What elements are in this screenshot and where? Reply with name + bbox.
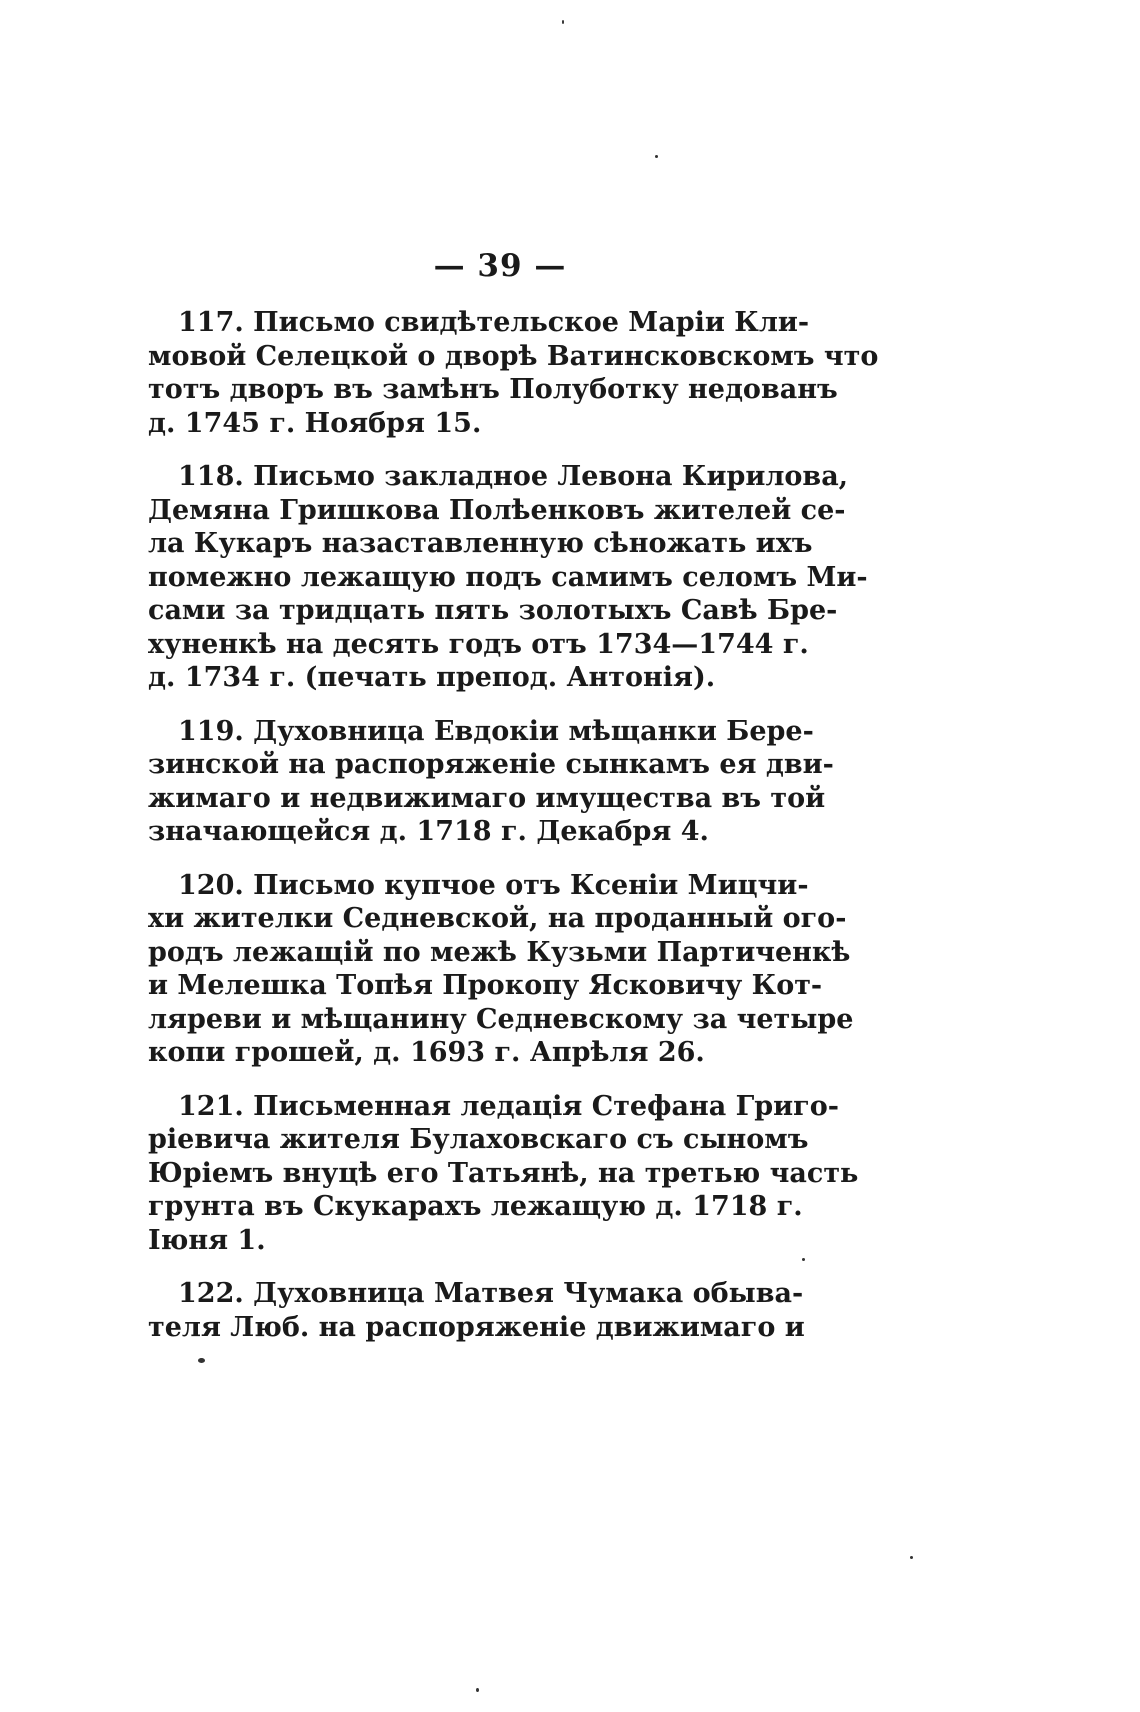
entry-line: жимаго и недвижимаго имущества въ той — [148, 782, 826, 814]
entry-line: значающейся д. 1718 г. Декабря 4. — [148, 816, 709, 847]
entry-122 — [148, 1277, 805, 1344]
scan-speck — [910, 1556, 913, 1559]
entry-line: мовой Селецкой о дворѣ Ватинсковскомъ что — [148, 340, 879, 372]
entry-line: ла Кукаръ назаставленную сѣножать ихъ — [148, 528, 813, 559]
entries-list — [148, 306, 879, 1364]
entry-line: грунта въ Скукарахъ лежащую д. 1718 г. — [148, 1191, 803, 1222]
entry-line: тотъ дворъ въ замѣнъ Полуботку недованъ — [148, 374, 838, 405]
scan-speck — [562, 20, 564, 24]
entry-line: Юріемъ внуцѣ его Татьянѣ, на третью часть — [148, 1157, 859, 1189]
scan-speck — [802, 1258, 805, 1261]
entry-line: хи жителки Седневской, на проданный ого- — [148, 903, 847, 934]
entry-line: Іюня 1. — [148, 1224, 266, 1256]
entry-line: ляреви и мѣщанину Седневскому за четыре — [148, 1003, 854, 1035]
entry-line: помежно лежащую подъ самимъ селомъ Ми- — [148, 561, 868, 593]
scan-speck — [476, 1688, 479, 1692]
entry-line: 119. Духовница Евдокіи мѣщанки Бере- — [178, 715, 814, 747]
entry-117 — [148, 306, 879, 440]
entry-line: ріевича жителя Булаховскаго съ сыномъ — [148, 1124, 809, 1155]
scan-speck — [655, 155, 658, 158]
entry-line: хуненкѣ на десять годъ отъ 1734—1744 г. — [148, 628, 809, 660]
entry-line: 120. Письмо купчое отъ Ксеніи Мицчи- — [178, 869, 809, 901]
page-number: — 39 — — [433, 248, 567, 284]
entry-line: теля Люб. на распоряженіе движимаго и — [148, 1311, 805, 1343]
entry-line: д. 1734 г. (печать препод. Антонія). — [148, 662, 716, 693]
entry-line: и Мелешка Топѣя Прокопу Ясковичу Кот- — [148, 970, 823, 1001]
entry-120 — [148, 869, 854, 1070]
entry-line: копи грошей, д. 1693 г. Апрѣля 26. — [148, 1037, 705, 1068]
entry-line: Демяна Гришкова Полѣенковъ жителей се- — [148, 494, 846, 526]
scan-speck — [198, 1358, 205, 1363]
entry-line: 118. Письмо закладное Левона Кирилова, — [178, 461, 849, 492]
entry-line: 117. Письмо свидѣтельское Маріи Кли- — [178, 307, 810, 338]
entry-line: родъ лежащій по межѣ Кузьми Партиченкѣ — [148, 936, 851, 968]
entry-118 — [148, 460, 868, 695]
entry-line: зинской на распоряженіе сынкамъ ея дви- — [148, 749, 834, 780]
entry-121 — [148, 1090, 859, 1258]
entry-119 — [148, 715, 834, 849]
entry-line: д. 1745 г. Ноября 15. — [148, 407, 482, 439]
entry-line: сами за тридцать пять золотыхъ Савѣ Бре- — [148, 595, 838, 626]
entry-line: 122. Духовница Матвея Чумака обыва- — [178, 1278, 804, 1309]
entry-line: 121. Письменная ледація Стефана Григо- — [178, 1090, 839, 1122]
